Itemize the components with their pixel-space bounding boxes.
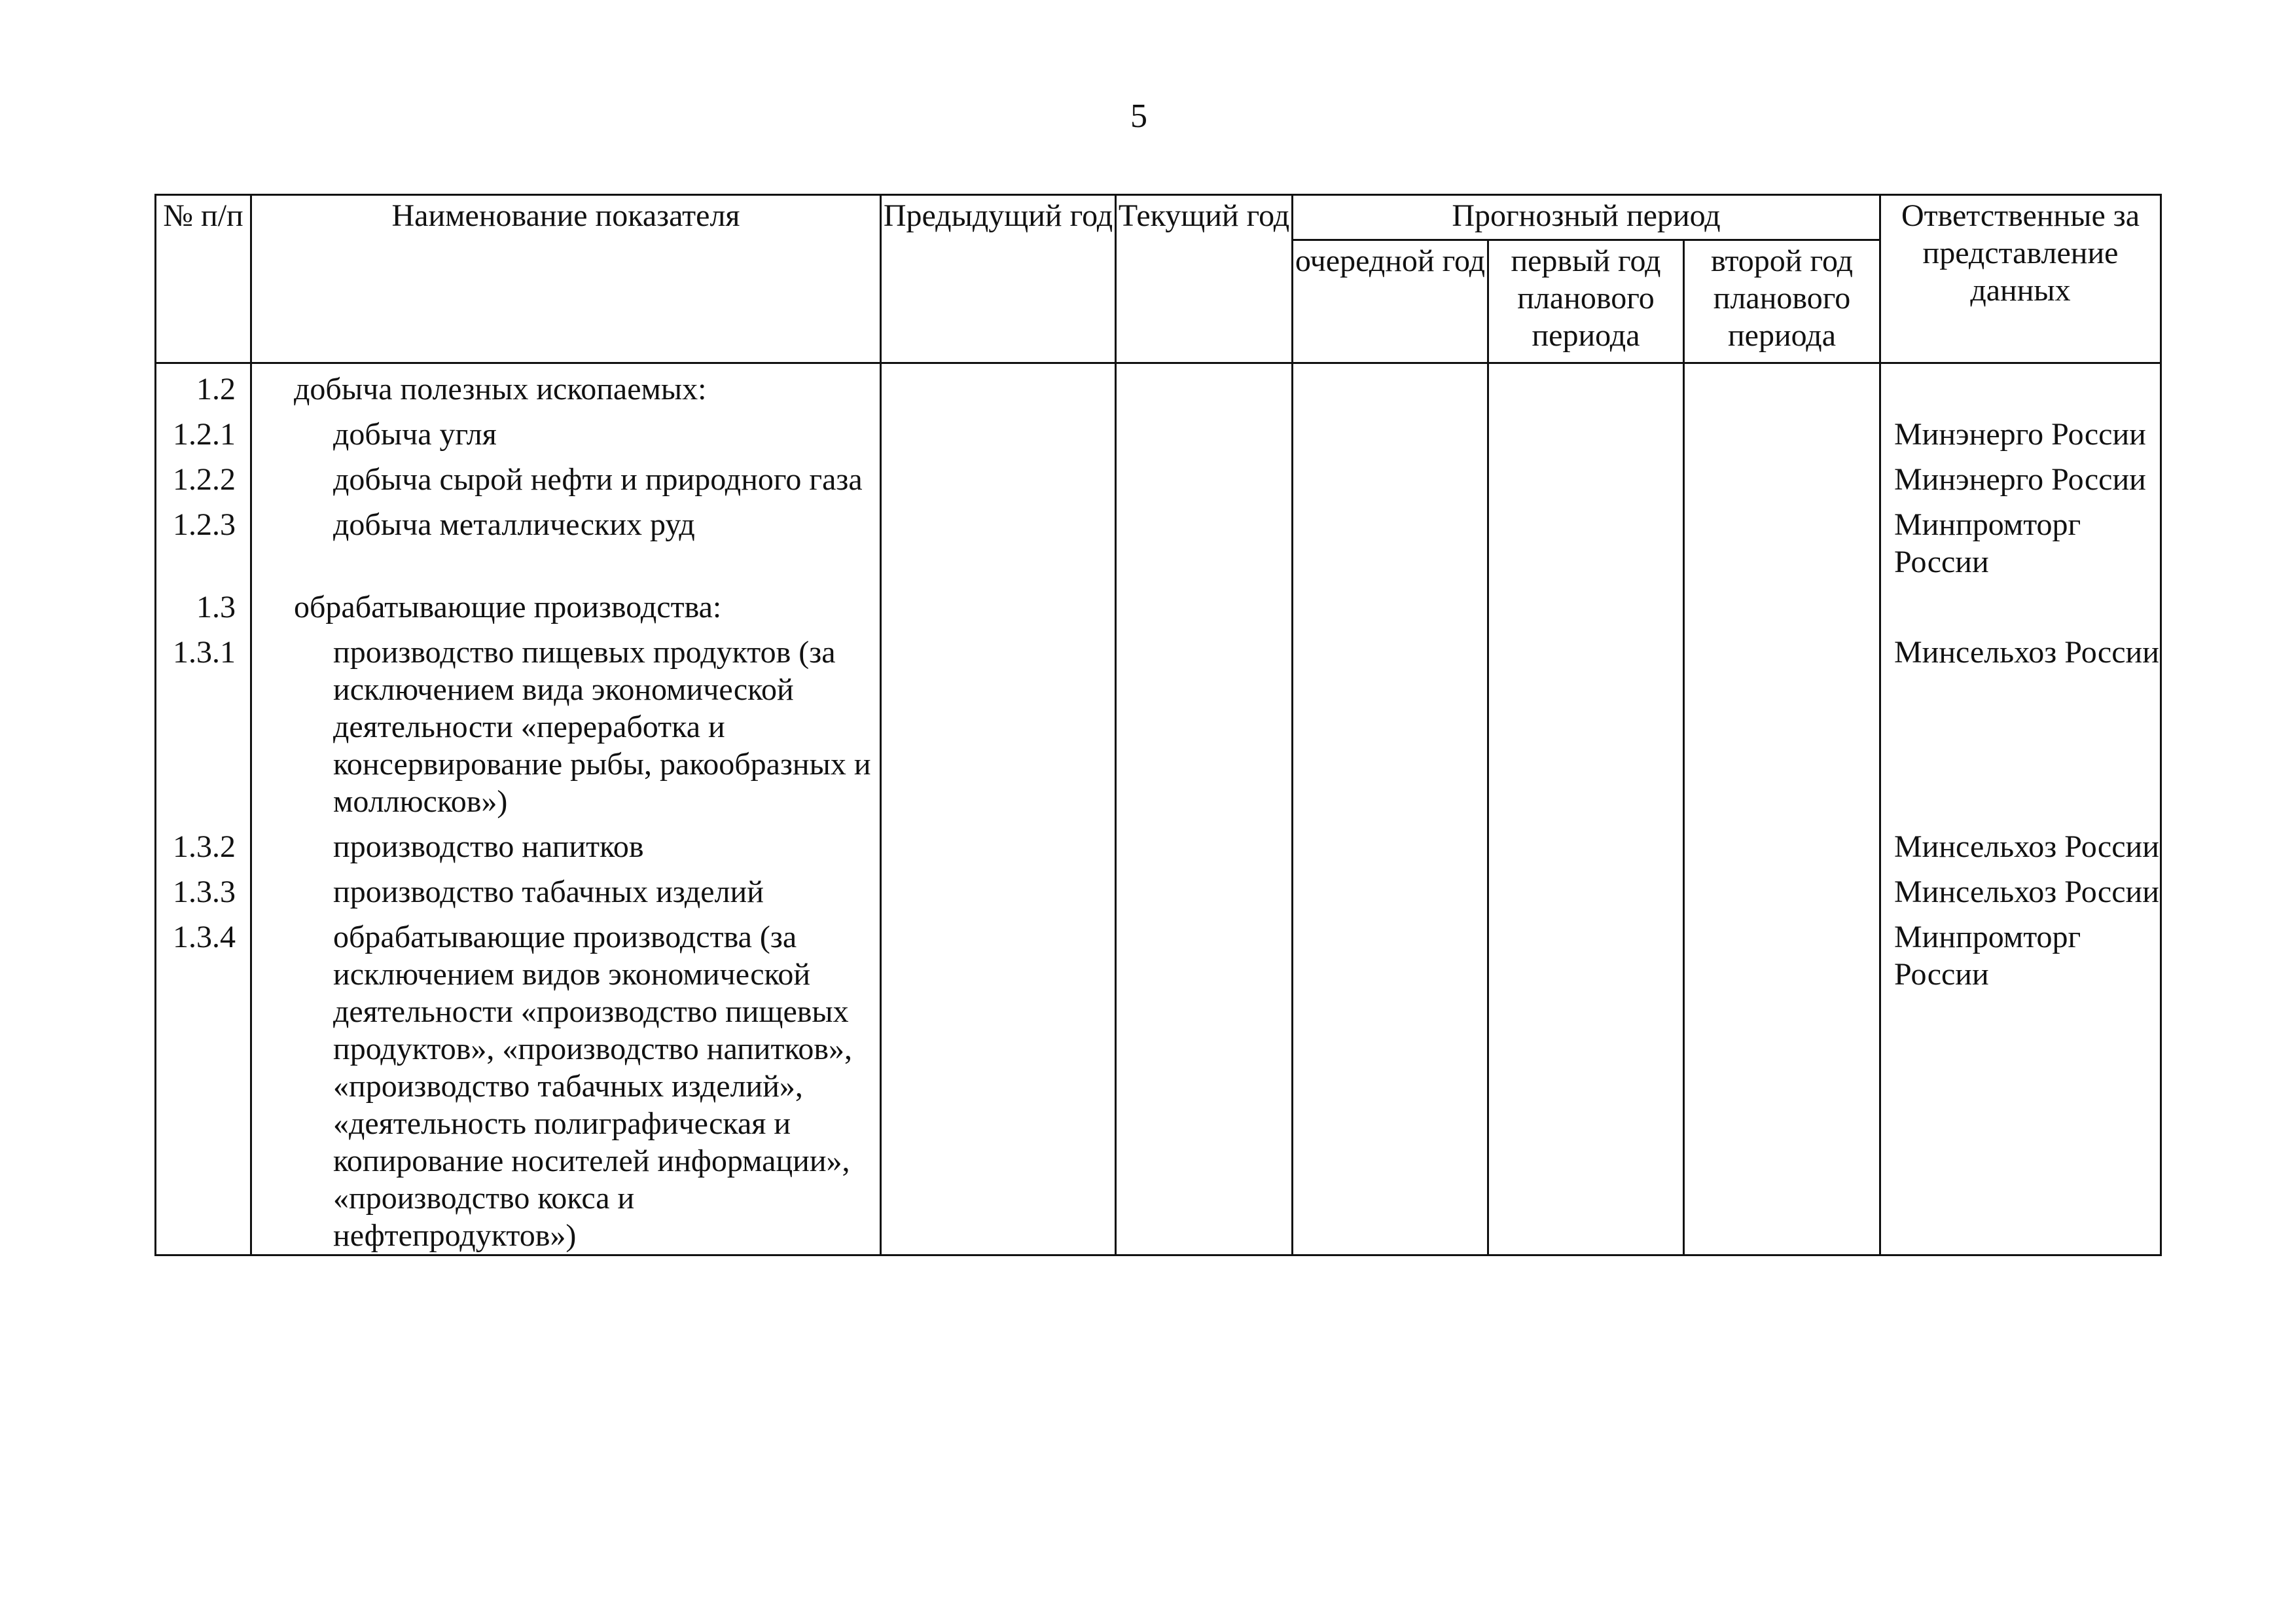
- indicator-name: производство пищевых продуктов (за исключением вида экономической деятельности «переработка и консервирование рыбы, ракообразных и моллюсков»): [251, 634, 881, 828]
- indicator-name: добыча металлических руд: [251, 506, 881, 588]
- header-previous-year: Предыдущий год: [881, 195, 1116, 363]
- value-cell: [1116, 634, 1293, 828]
- value-cell: [1684, 634, 1880, 828]
- value-cell: [1293, 918, 1488, 1255]
- value-cell: [1684, 461, 1880, 506]
- table-row: [156, 634, 2161, 828]
- value-cell: [1684, 828, 1880, 873]
- value-cell: [1488, 634, 1684, 828]
- responsible-agency: Минэнерго России: [1880, 416, 2161, 461]
- value-cell: [1488, 506, 1684, 588]
- table-row: [156, 918, 2161, 1255]
- value-cell: [881, 461, 1116, 506]
- value-cell: [1684, 363, 1880, 416]
- value-cell: [881, 506, 1116, 588]
- value-cell: [1293, 461, 1488, 506]
- header-next-year: очередной год: [1293, 240, 1488, 363]
- value-cell: [881, 634, 1116, 828]
- value-cell: [1116, 873, 1293, 918]
- value-cell: [1116, 416, 1293, 461]
- value-cell: [1684, 588, 1880, 634]
- value-cell: [881, 416, 1116, 461]
- value-cell: [1116, 828, 1293, 873]
- value-cell: [1488, 588, 1684, 634]
- indicator-name: добыча сырой нефти и природного газа: [251, 461, 881, 506]
- value-cell: [1293, 588, 1488, 634]
- value-cell: [881, 588, 1116, 634]
- page-number: 5: [1130, 98, 1147, 135]
- value-cell: [1293, 828, 1488, 873]
- indicator-name: добыча полезных ископаемых:: [251, 363, 881, 416]
- header-second-plan-year: второй год планового периода: [1684, 240, 1880, 363]
- table-row: [156, 506, 2161, 588]
- row-number: 1.2.2: [156, 461, 251, 506]
- value-cell: [1684, 416, 1880, 461]
- value-cell: [881, 828, 1116, 873]
- row-number: 1.2: [156, 363, 251, 416]
- row-number: 1.3: [156, 588, 251, 634]
- value-cell: [1116, 918, 1293, 1255]
- value-cell: [1684, 506, 1880, 588]
- value-cell: [1293, 363, 1488, 416]
- indicator-name: производство напитков: [251, 828, 881, 873]
- table-row: [156, 588, 2161, 634]
- value-cell: [1488, 363, 1684, 416]
- value-cell: [881, 363, 1116, 416]
- value-cell: [1488, 828, 1684, 873]
- responsible-agency: Минпромторг России: [1880, 506, 2161, 588]
- value-cell: [1293, 416, 1488, 461]
- value-cell: [1116, 506, 1293, 588]
- responsible-agency: [1880, 588, 2161, 634]
- responsible-agency: Минпромторг России: [1880, 918, 2161, 1255]
- table-row: [156, 461, 2161, 506]
- table-row: [156, 873, 2161, 918]
- value-cell: [1116, 461, 1293, 506]
- value-cell: [1293, 506, 1488, 588]
- header-num: № п/п: [156, 195, 251, 363]
- indicator-name: производство табачных изделий: [251, 873, 881, 918]
- row-number: 1.3.1: [156, 634, 251, 828]
- indicators-table: [154, 194, 2162, 1256]
- value-cell: [1488, 918, 1684, 1255]
- responsible-agency: Минэнерго России: [1880, 461, 2161, 506]
- indicator-name: обрабатывающие производства (за исключением видов экономической деятельности «производство пищевых продуктов», «производство напитков», «производство табачных изделий», «деятельность полиграфическая и копирование носителей информации», «производство кокса и нефтепродуктов»): [251, 918, 881, 1255]
- value-cell: [881, 873, 1116, 918]
- row-number: 1.3.2: [156, 828, 251, 873]
- row-number: 1.3.4: [156, 918, 251, 1255]
- table-row: [156, 363, 2161, 416]
- responsible-agency: Минсельхоз России: [1880, 634, 2161, 828]
- table-row: [156, 828, 2161, 873]
- header-name: Наименование показателя: [251, 195, 881, 363]
- value-cell: [1488, 416, 1684, 461]
- indicator-name: добыча угля: [251, 416, 881, 461]
- value-cell: [1684, 918, 1880, 1255]
- table-row: [156, 416, 2161, 461]
- responsible-agency: Минсельхоз России: [1880, 873, 2161, 918]
- value-cell: [1293, 634, 1488, 828]
- value-cell: [1116, 363, 1293, 416]
- value-cell: [1488, 461, 1684, 506]
- responsible-agency: Минсельхоз России: [1880, 828, 2161, 873]
- row-number: 1.2.1: [156, 416, 251, 461]
- row-number: 1.3.3: [156, 873, 251, 918]
- value-cell: [881, 918, 1116, 1255]
- value-cell: [1116, 588, 1293, 634]
- row-number: 1.2.3: [156, 506, 251, 588]
- value-cell: [1293, 873, 1488, 918]
- value-cell: [1488, 873, 1684, 918]
- header-current-year: Текущий год: [1116, 195, 1293, 363]
- header-responsible: Ответственные за представление данных: [1880, 195, 2161, 363]
- header-first-plan-year: первый год планового периода: [1488, 240, 1684, 363]
- indicator-name: обрабатывающие производства:: [251, 588, 881, 634]
- header-forecast-period: Прогнозный период: [1293, 195, 1880, 240]
- responsible-agency: [1880, 363, 2161, 416]
- value-cell: [1684, 873, 1880, 918]
